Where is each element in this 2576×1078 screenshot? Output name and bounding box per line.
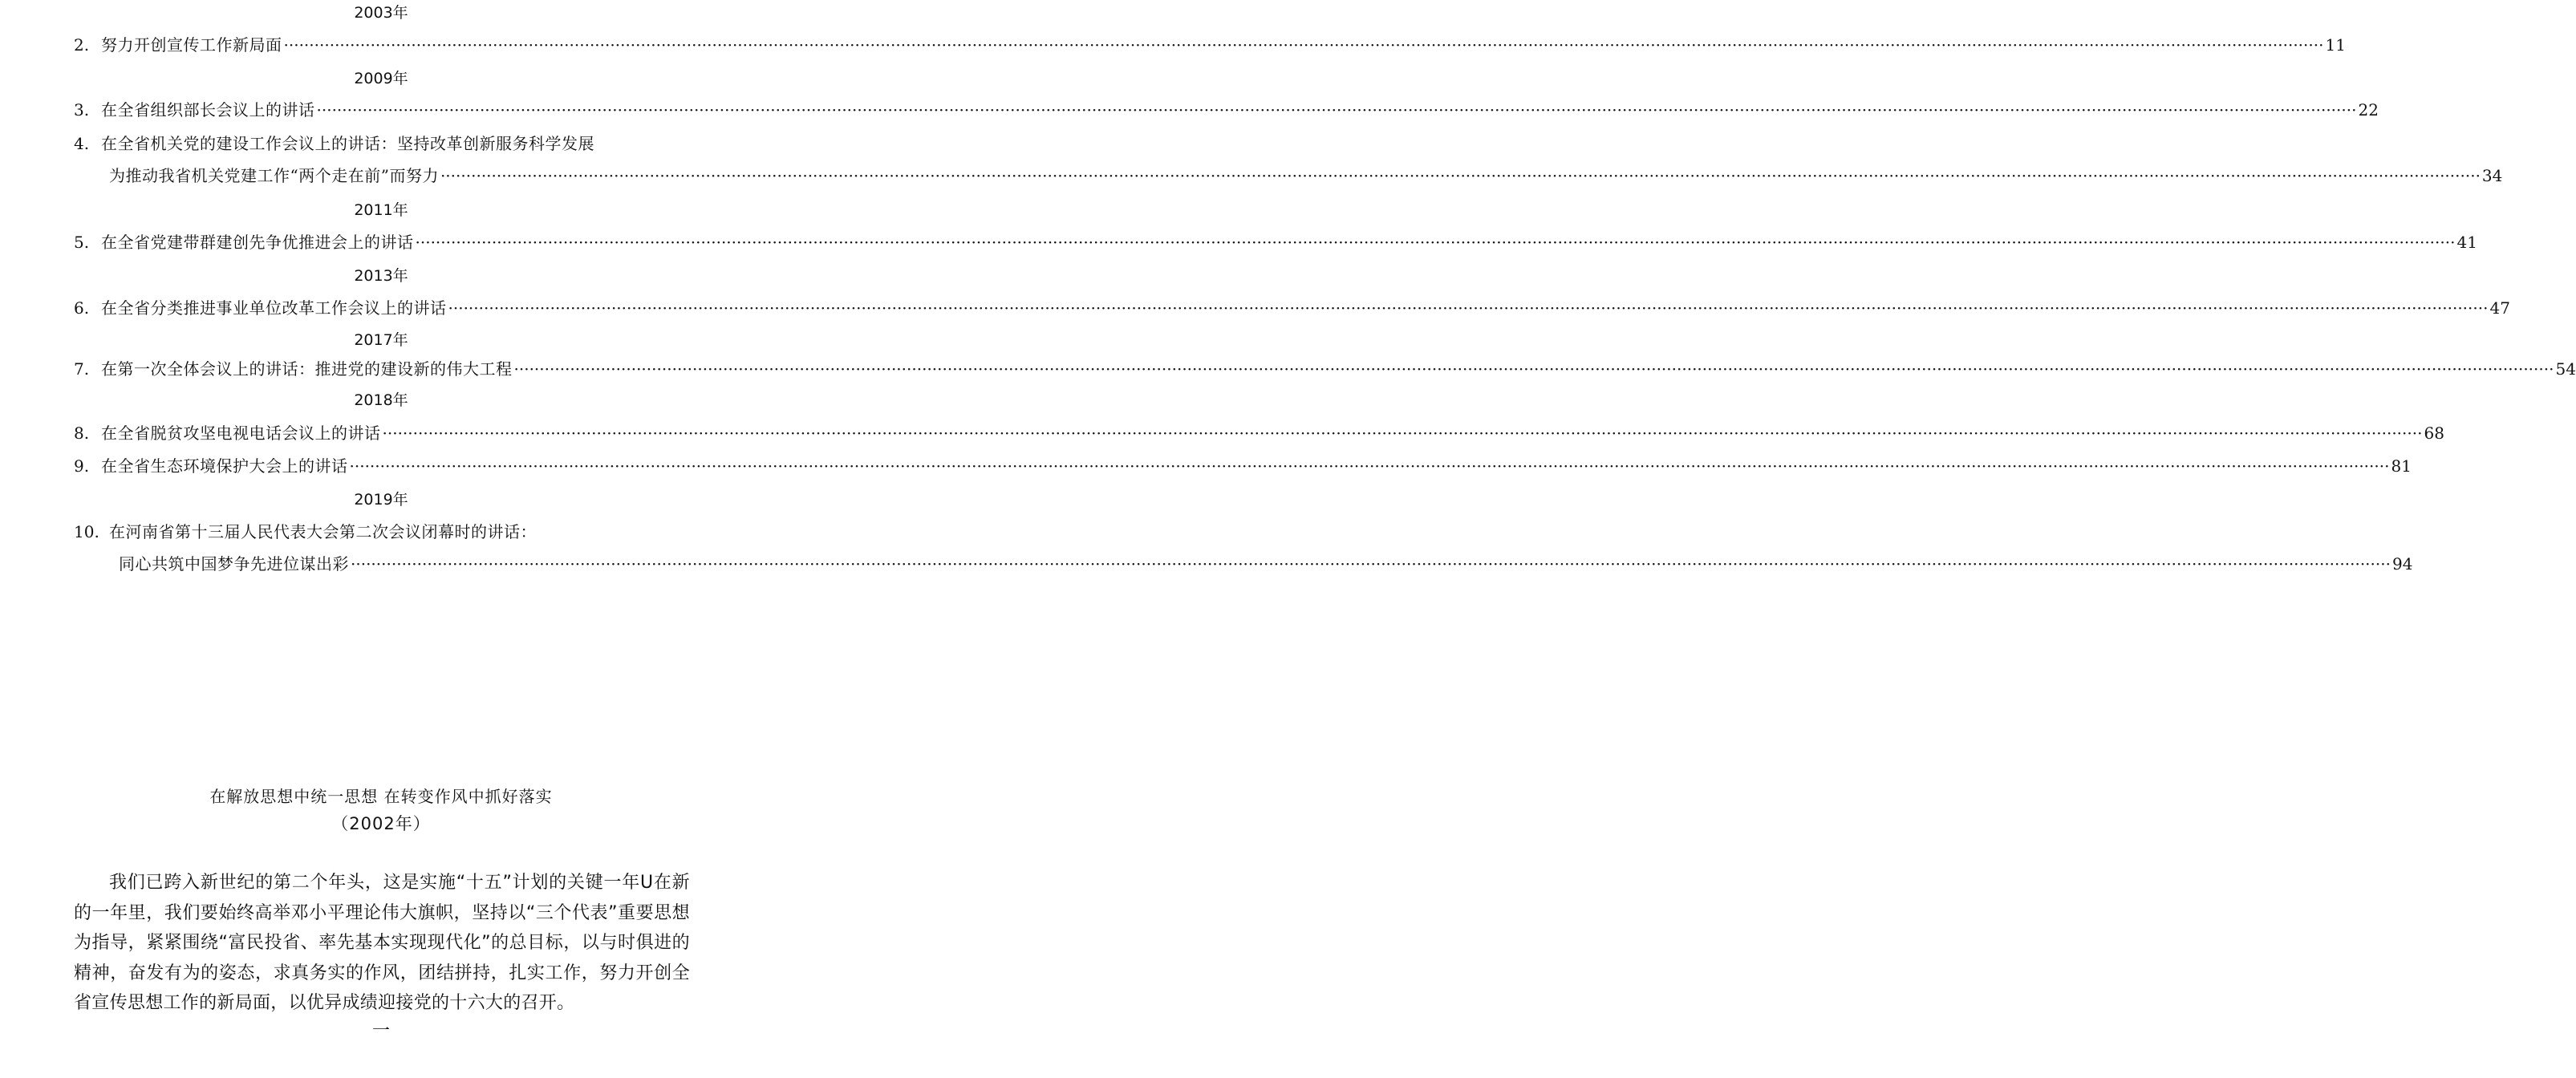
toc-year-heading: 2003年 [354, 4, 408, 22]
toc-entry[interactable] [74, 423, 2444, 444]
toc-entry-page: 22 [2358, 100, 2379, 120]
toc-entry-continuation[interactable] [109, 165, 2503, 186]
toc-entry-title: 在河南省第十三届人民代表大会第二次会议闭幕时的讲话： [109, 522, 537, 541]
toc-leader-dots: ················································································································································································································································································································································································································ [349, 456, 2390, 476]
toc-entry-number: 8. [74, 424, 90, 443]
toc-entry[interactable] [74, 133, 690, 154]
toc-leader-dots: ················································································································································································································································································································································································································ [283, 35, 2324, 55]
toc-leader-dots: ················································································································································································································································································································································································································ [440, 166, 2481, 185]
toc-entry-number: 9. [74, 456, 90, 476]
toc-year-heading: 2018年 [354, 391, 408, 409]
toc-entry-title: 在全省党建带群建创先争优推进会上的讲话 [101, 233, 414, 252]
toc-entry-continuation[interactable] [119, 553, 2413, 574]
toc-entry-page: 47 [2489, 298, 2510, 318]
toc-year-heading: 2009年 [354, 70, 408, 87]
toc-entry-title-continued: 为推动我省机关党建工作“两个走在前”而努力 [109, 166, 439, 185]
article-title: 在解放思想中统一思想 在转变作风中抓好落实 [209, 787, 553, 806]
toc-year-heading: 2013年 [354, 267, 408, 285]
toc-entry-page: 94 [2391, 554, 2413, 573]
toc-entry-number: 10. [74, 522, 99, 541]
article-subtitle: （2002年） [331, 814, 431, 833]
article-paragraph: 我们已跨入新世纪的第二个年头，这是实施“十五”计划的关键一年U在新的一年里，我们要始终高举邓小平理论伟大旗帜，坚持以“三个代表”重要思想为指导，紧紧围绕“富民投省、率先基本实现现代化”的总目标，以与时俱进的精神，奋发有为的姿态，求真务实的作风，团结拼持，扎实工作，努力开创全省宣传思想工作的新局面，以优异成绩迎接党的十六大的召开。 [74, 873, 690, 1013]
toc-entry[interactable] [74, 232, 2477, 253]
toc-year-heading: 2017年 [354, 331, 408, 349]
toc-entry-number: 2. [74, 35, 90, 55]
toc-entry-page: 41 [2456, 233, 2477, 252]
toc-entry[interactable] [74, 521, 690, 542]
toc-entry-title: 在全省分类推进事业单位改革工作会议上的讲话 [101, 298, 447, 318]
toc-leader-dots: ················································································································································································································································································································································································································ [382, 424, 2423, 443]
toc-entry-page: 11 [2325, 35, 2346, 55]
toc-entry-title-continued: 同心共筑中国梦争先进位谋出彩 [119, 554, 349, 573]
toc-entry-title: 努力开创宣传工作新局面 [101, 35, 282, 55]
toc-entry-title: 在全省组织部长会议上的讲话 [101, 100, 315, 120]
toc-entry-title: 在第一次全体会议上的讲话：推进党的建设新的伟大工程 [101, 359, 513, 379]
toc-leader-dots: ················································································································································································································································································································································································································ [316, 100, 2357, 120]
toc-entry-title: 在全省生态环境保护大会上的讲话 [101, 456, 348, 476]
toc-entry-page: 54 [2555, 359, 2576, 379]
toc-entry[interactable] [74, 99, 2379, 120]
toc-entry-number: 5. [74, 233, 90, 252]
toc-entry-title: 在全省机关党的建设工作会议上的讲话：坚持改革创新服务科学发展 [101, 134, 594, 153]
toc-entry-page: 68 [2424, 424, 2444, 443]
toc-entry[interactable] [74, 359, 2576, 379]
toc-entry-number: 6. [74, 298, 90, 318]
toc-entry-page: 81 [2391, 456, 2412, 476]
page-mark: 一 [371, 1021, 390, 1041]
toc-leader-dots: ················································································································································································································································································································································································································ [448, 298, 2489, 318]
toc-entry-page: 34 [2481, 166, 2503, 185]
toc-entry-number: 3. [74, 100, 90, 120]
toc-leader-dots: ················································································································································································································································································································································································································ [415, 233, 2456, 252]
toc-leader-dots: ················································································································································································································································································································································································································ [513, 359, 2554, 379]
toc-year-heading: 2019年 [354, 491, 408, 509]
toc-entry-number: 7. [74, 359, 90, 379]
toc-entry[interactable] [74, 34, 2346, 55]
toc-entry-number: 4. [74, 134, 90, 153]
toc-leader-dots: ················································································································································································································································································································································································································ [351, 554, 2391, 573]
toc-entry-title: 在全省脱贫攻坚电视电话会议上的讲话 [101, 424, 381, 443]
toc-year-heading: 2011年 [354, 201, 408, 219]
toc-entry[interactable] [74, 456, 2412, 476]
toc-entry[interactable] [74, 298, 2510, 318]
